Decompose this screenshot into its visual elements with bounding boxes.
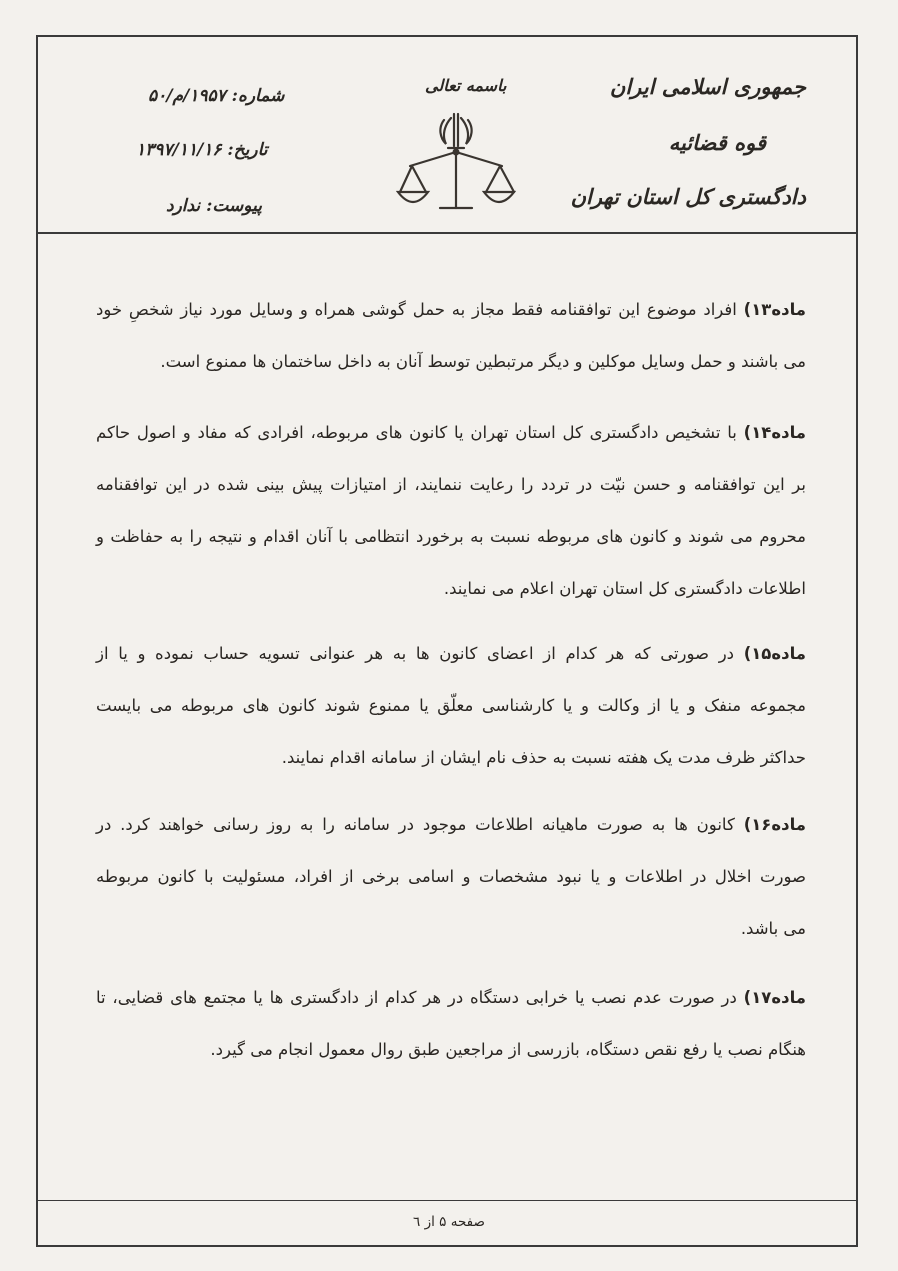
article-line: حداکثر ظرف مدت یک هفته نسبت به حذف نام ایشان از سامانه اقدام نمایند. [281,748,806,767]
letter-date: تاریخ: ۱۳۹۷/۱۱/۱۶ [136,140,268,160]
article-label: ماده۱۷) [743,988,806,1007]
article-line: می باشد. [740,919,806,938]
article-line: ماده۱۴) با تشخیص دادگستری کل استان تهران یا کانون های مربوطه، افرادی که مفاد و اصول حاکم [96,423,806,442]
invocation-text: باسمه تعالی [425,76,507,95]
article-line: هنگام نصب یا رفع نقص دستگاه، بازرسی از مراجعین طبق روال معمول انجام می گیرد. [210,1040,806,1059]
letter-attachment: پیوست: ندارد [166,196,262,216]
article-label: ماده۱۶) [743,815,807,834]
article-17 [96,985,806,1063]
article-13 [96,297,806,375]
org-line-judiciary: قوه قضائیه [668,130,766,155]
article-line: صورت اخلال در اطلاعات و یا نبود مشخصات و اسامی برخی از افراد، مسئولیت با کانون مربوطه [96,867,806,886]
footer-divider [36,1200,858,1201]
article-line: مجموعه منفک و یا از وکالت و یا کارشناسی معلّق یا ممنوع شوند کانون های مربوطه می بایست [96,696,806,715]
org-line-country: جمهوری اسلامی ایران [609,74,806,99]
org-line-court: دادگستری کل استان تهران [570,184,806,209]
article-14 [96,420,806,602]
article-line: ماده۱۳) افراد موضوع این توافقنامه فقط مجاز به حمل گوشی همراه و وسایل مورد نیاز شخصِ خود [96,300,806,319]
article-label: ماده۱۳) [743,300,806,319]
article-line: ماده۱۶) کانون ها به صورت ماهیانه اطلاعات موجود در سامانه را به روز رسانی خواهند کرد. در [96,815,807,834]
article-line: اطلاعات دادگستری کل استان تهران اعلام می نمایند. [443,579,806,598]
article-label: ماده۱۴) [743,423,806,442]
article-label: ماده۱۵) [743,644,807,663]
article-line: بر این توافقنامه و حسن نیّت در تردد را رعایت ننمایند، از امتیازات پیش بینی شده در این توافقنامه [96,475,806,494]
article-line: می باشند و حمل وسایل موکلین و دیگر مرتبطین توسط آنان به داخل ساختمان ها ممنوع است. [160,352,806,371]
article-15 [96,641,806,771]
article-line: ماده۱۵) در صورتی که هر کدام از اعضای کانون ها به هر عنوانی تسویه حساب نموده و یا از [96,644,807,663]
article-line: ماده۱۷) در صورت عدم نصب یا خرابی دستگاه در هر کدام از دادگستری ها یا مجتمع های قضایی، تا [96,988,806,1007]
page-number: صفحه ۵ از ٦ [413,1214,485,1230]
iran-emblem-scales-icon [396,108,516,220]
letter-number: شماره: ۱۹۵۷/م/۵۰ [148,86,285,106]
article-line: محروم می شوند و کانون های مربوطه نسبت به برخورد انتظامی با آنان اقدام و نتیجه را به حفاظت و [96,527,806,546]
header-divider [36,232,858,234]
article-16 [96,812,806,942]
